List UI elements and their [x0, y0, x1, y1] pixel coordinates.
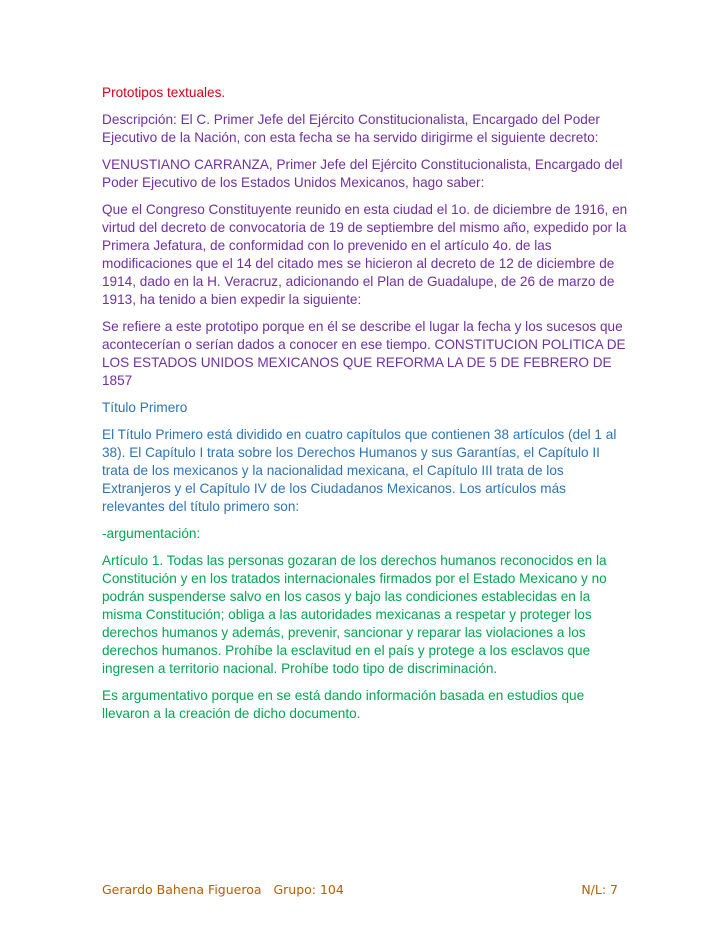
- argumentacion-label: -argumentación:: [102, 526, 201, 541]
- titulo-primero-heading: Título Primero: [102, 400, 188, 415]
- footer-author: Gerardo Bahena Figueroa: [102, 882, 262, 897]
- congreso-paragraph: Que el Congreso Constituyente reunido en esta ciudad el 1o. de diciembre de 1916, en virtud del decreto de convocatoria de 19 de septiembre del mismo año, expedido por la Primera Jefatura, de conformidad con lo prevenido en el artículo 4o. de las modificaciones que el 14 del citado mes se hicieron al decreto de 12 de diciembre de 1914, dado en la H. Veracruz, adicionando el Plan de Guadalupe, de 26 de marzo de 1913, ha tenido a bien expedir la siguiente:: [102, 202, 628, 307]
- carranza-paragraph: VENUSTIANO CARRANZA, Primer Jefe del Ejército Constitucionalista, Encargado del Poder Ejecutivo de los Estados Unidos Mexicanos, hago saber:: [102, 157, 623, 190]
- articulo-1-paragraph: Artículo 1. Todas las personas gozaran de los derechos humanos reconocidos en la Constitución y en los tratados internacionales firmados por el Estado Mexicano y no podrán suspenderse salvo en los casos y bajo las condiciones establecidas en la misma Constitución; obliga a las autoridades mexicanas a respetar y proteger los derechos humanos y además, prevenir, sancionar y reparar las violaciones a los derechos humanos. Prohíbe la esclavitud en el país y protege a los esclavos que ingresen a territorio nacional. Prohíbe todo tipo de discriminación.: [102, 553, 607, 676]
- page-footer: [102, 882, 618, 897]
- description-paragraph: Descripción: El C. Primer Jefe del Ejército Constitucionalista, Encargado del Poder Ejecutivo de la Nación, con esta fecha se ha servido dirigirme el siguiente decreto:: [102, 112, 600, 145]
- prototipo-explanation-paragraph: Se refiere a este prototipo porque en él se describe el lugar la fecha y los sucesos que acontecerían o serían dados a conocer en ese tiempo. CONSTITUCION POLITICA DE LOS ESTADOS UNIDOS MEXICANOS QUE REFORMA LA DE 5 DE FEBRERO DE 1857: [102, 319, 626, 388]
- argumentativo-paragraph: Es argumentativo porque en se está dando información basada en estudios que llevaron a la creación de dicho documento.: [102, 688, 585, 721]
- titulo-primero-paragraph: El Título Primero está dividido en cuatro capítulos que contienen 38 artículos (del 1 al 38). El Capítulo I trata sobre los Derechos Humanos y sus Garantías, el Capítulo II trata de los mexicanos y la nacionalidad mexicana, el Capítulo III trata de los Extranjeros y el Capítulo IV de los Ciudadanos Mexicanos. Los artículos más relevantes del título primero son:: [102, 427, 617, 514]
- footer-number: N/L: 7: [581, 882, 618, 897]
- footer-group: Grupo: 104: [273, 882, 344, 897]
- document-heading: Prototipos textuales.: [102, 85, 226, 100]
- footer-left: [102, 882, 344, 897]
- document-body: [102, 84, 630, 732]
